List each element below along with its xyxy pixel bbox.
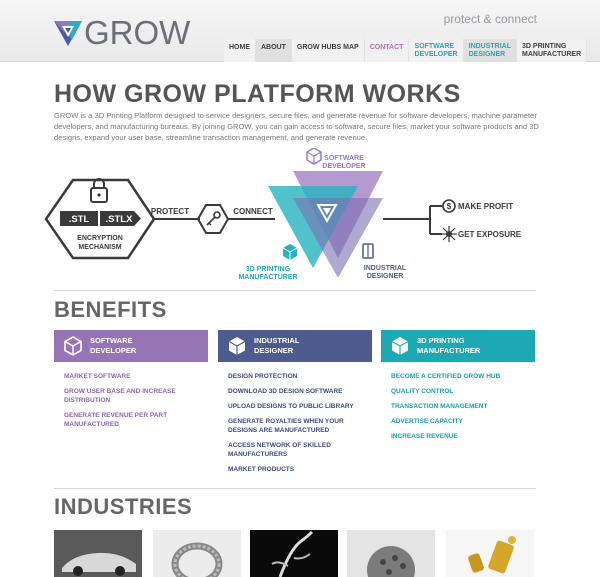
protect-label: PROTECT (150, 207, 190, 216)
benefit-card-3d-printing-manufacturer[interactable] (381, 330, 535, 362)
main-nav (224, 39, 587, 62)
benefit-card-3d-printing-line2: MANUFACTURER (417, 346, 481, 355)
nav-grow-hubs-map-label: GROW HUBS MAP (296, 44, 359, 51)
software-benefits-list (64, 372, 194, 435)
benefit-card-3d-printing-line1: 3D PRINTING (417, 336, 465, 345)
list-item[interactable] (228, 387, 368, 396)
list-item-text: TRANSACTION MANAGEMENT (391, 403, 488, 410)
industry-image-jewelry[interactable] (446, 530, 534, 577)
site-header (0, 0, 600, 62)
sphere-icon (347, 530, 435, 577)
nav-home-label: HOME (229, 44, 250, 51)
list-item-text: INCREASE REVENUE (391, 433, 458, 440)
3d-printing-icon (283, 244, 297, 260)
benefit-card-industrial-designer[interactable] (218, 330, 372, 362)
gold-jewelry-icon (446, 530, 534, 577)
logo[interactable] (53, 14, 191, 51)
benefit-card-software-line2: DEVELOPER (90, 346, 137, 355)
skeleton-icon (250, 530, 338, 577)
benefit-card-3d-printing-label (417, 336, 480, 356)
industry-image-wearables[interactable] (153, 530, 241, 577)
industry-image-automotive[interactable] (54, 530, 142, 577)
get-exposure-label: GET EXPOSURE (458, 230, 522, 239)
make-profit-label: MAKE PROFIT (458, 202, 514, 211)
industries-title: INDUSTRIES (54, 494, 193, 519)
list-item-text: QUALITY CONTROL (391, 388, 454, 395)
list-item[interactable] (391, 387, 531, 396)
nav-3d-printing-line2: MANUFACTURER (522, 51, 582, 58)
list-item-text: BECOME A CERTIFIED GROW HUB (391, 373, 501, 380)
nav-industrial-designer[interactable] (464, 39, 517, 62)
divider (54, 290, 536, 291)
lock-icon (91, 179, 107, 202)
industry-image-medical[interactable] (250, 530, 338, 577)
stl-label: .STL (68, 214, 90, 225)
list-item-text: UPLOAD DESIGNS TO PUBLIC LIBRARY (228, 403, 354, 410)
benefit-card-industrial-line2: DESIGNER (254, 346, 294, 355)
connect-label: CONNECT (233, 207, 273, 216)
nav-contact[interactable] (365, 39, 410, 62)
list-item-text: DESIGNS ARE MANUFACTURED (228, 427, 330, 434)
industrial-designer-label-line2: DESIGNER (366, 273, 404, 280)
industrial-designer-label-line1: INDUSTRIAL (363, 265, 407, 272)
list-item-text: GENERATE REVENUE PER PART (64, 412, 168, 419)
benefit-card-software-line1: SOFTWARE (90, 336, 133, 345)
nav-contact-label: CONTACT (369, 44, 404, 51)
nav-3d-printing-line1: 3D PRINTING (522, 43, 567, 50)
list-item-text: MARKET SOFTWARE (64, 373, 131, 380)
list-item[interactable] (228, 402, 368, 411)
page-title: HOW GROW PLATFORM WORKS (54, 80, 461, 108)
key-icon (207, 212, 220, 225)
bracelet-icon (153, 530, 241, 577)
list-item-text: GENERATE ROYALTIES WHEN YOUR (228, 418, 344, 425)
platform-diagram (40, 148, 560, 288)
encryption-label-line2: MECHANISM (78, 244, 122, 251)
list-item-text: GROW USER BASE AND INCREASE (64, 388, 176, 395)
logo-text: GROW (84, 14, 191, 51)
benefit-card-industrial-line1: INDUSTRIAL (254, 336, 300, 345)
list-item-text: DISTRIBUTION (64, 397, 111, 404)
list-item-text: ACCESS NETWORK OF SKILLED (228, 442, 331, 449)
exposure-burst-icon (441, 226, 457, 242)
list-item-text: MARKET PRODUCTS (228, 466, 295, 473)
software-developer-label-line2: DEVELOPER (322, 163, 366, 170)
nav-software-developer-line1: SOFTWARE (414, 43, 455, 50)
nav-industrial-designer-line1: INDUSTRIAL (468, 43, 512, 50)
benefit-card-software-developer[interactable] (54, 330, 208, 362)
list-item[interactable] (391, 372, 531, 381)
nav-grow-hubs-map[interactable] (292, 39, 365, 62)
benefit-card-industrial-label (254, 336, 299, 356)
industrial-designer-icon (363, 244, 373, 258)
list-item[interactable] (228, 441, 368, 459)
list-item-text: MANUFACTURED (64, 421, 119, 428)
industry-image-aerospace[interactable] (347, 530, 435, 577)
list-item[interactable] (391, 402, 531, 411)
list-item[interactable] (64, 387, 194, 405)
list-item[interactable] (64, 411, 194, 429)
software-developer-icon (307, 148, 321, 164)
industrial-benefits-list (228, 372, 368, 480)
divider (54, 488, 536, 489)
list-item-text: MANUFACTURERS (228, 451, 288, 458)
intro-paragraph: GROW is a 3D Printing Platform designed to service designers, secure files, and generate revenue for software developers, machine parameter developers, and manufacturing bureaus. By joining GROW, you can gain access to software, secure files, market your software products and 3D designs, expand your user base, streamline transaction management, and generate revenue. (54, 111, 539, 142)
software-developer-label-line1: SOFTWARE (324, 155, 364, 162)
car-icon (54, 530, 142, 577)
benefits-title: BENEFITS (54, 297, 167, 322)
nav-home[interactable] (224, 39, 256, 62)
stlx-label: .STLX (105, 214, 133, 225)
nav-software-developer[interactable] (409, 39, 463, 62)
list-item[interactable] (64, 372, 194, 381)
tagline: protect & connect (443, 12, 537, 26)
nav-about[interactable] (256, 39, 292, 62)
designer-cube-icon (226, 335, 248, 357)
solid-cube-icon (389, 335, 411, 357)
nav-3d-printing-manufacturer[interactable] (517, 39, 587, 62)
list-item[interactable] (228, 465, 368, 474)
grow-logo-icon (53, 18, 83, 48)
list-item[interactable] (228, 417, 368, 435)
dollar-icon (443, 200, 455, 212)
printing-benefits-list (391, 372, 531, 447)
list-item-text: DOWNLOAD 3D DESIGN SOFTWARE (228, 388, 343, 395)
3d-printing-label-line2: MANUFACTURER (238, 274, 298, 281)
encryption-label-line1: ENCRYPTION (77, 235, 123, 242)
list-item[interactable] (228, 372, 368, 381)
3d-printing-label-line1: 3D PRINTING (245, 266, 291, 273)
list-item[interactable] (391, 432, 531, 441)
benefit-card-software-label (90, 336, 136, 356)
list-item-text: ADVERTISE CAPACITY (391, 418, 463, 425)
nav-industrial-designer-line2: DESIGNER (468, 51, 506, 58)
list-item[interactable] (391, 417, 531, 426)
svg-text:$: $ (446, 202, 452, 211)
nav-about-label: ABOUT (261, 44, 286, 51)
list-item-text: DESIGN PROTECTION (228, 373, 298, 380)
cube-outline-icon (62, 335, 84, 357)
nav-software-developer-line2: DEVELOPER (414, 51, 458, 58)
